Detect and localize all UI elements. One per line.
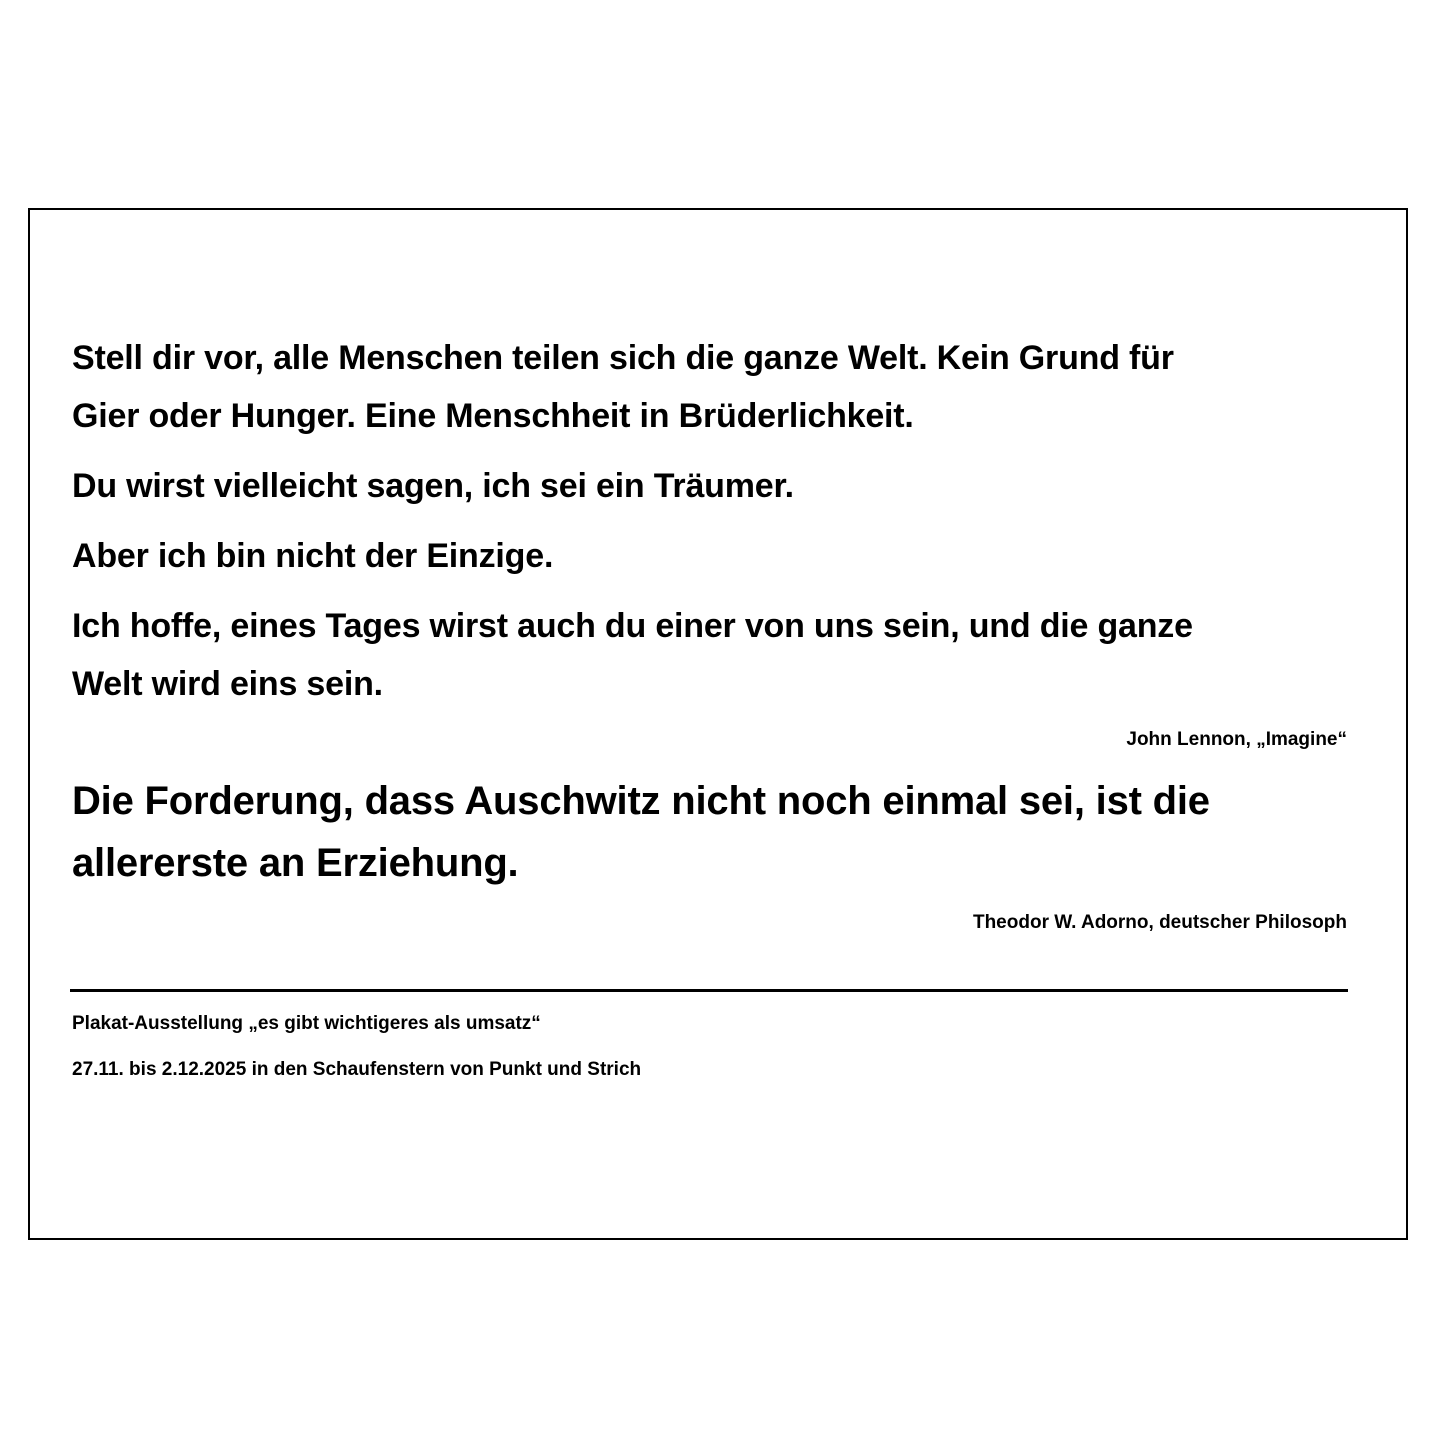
lennon-paragraph-3: Aber ich bin nicht der Einzige. (72, 537, 554, 575)
footer-divider (70, 989, 1348, 992)
exhibition-dates: 27.11. bis 2.12.2025 in den Schaufenstern von Punkt und Strich (72, 1059, 642, 1080)
poster-frame (28, 208, 1408, 1240)
adorno-quote (72, 770, 1210, 894)
lennon-paragraph-1-line-1: Stell dir vor, alle Menschen teilen sich die ganze Welt. Kein Grund für (72, 339, 1174, 377)
lennon-paragraph-2: Du wirst vielleicht sagen, ich sei ein Träumer. (72, 467, 794, 505)
lennon-attribution: John Lennon, „Imagine“ (1126, 729, 1347, 750)
lennon-paragraph-4-line-1: Ich hoffe, eines Tages wirst auch du einer von uns sein, und die ganze (72, 607, 1193, 645)
lennon-paragraph-4-line-2: Welt wird eins sein. (72, 665, 383, 703)
adorno-quote-line-1: Die Forderung, dass Auschwitz nicht noch einmal sei, ist die (72, 779, 1210, 823)
adorno-quote-line-2: allererste an Erziehung. (72, 841, 519, 885)
exhibition-title: Plakat-Ausstellung „es gibt wichtigeres als umsatz“ (72, 1013, 541, 1034)
lennon-paragraph-4 (72, 597, 1193, 713)
lennon-paragraph-1 (72, 329, 1174, 445)
adorno-attribution: Theodor W. Adorno, deutscher Philosoph (972, 912, 1347, 933)
lennon-paragraph-1-line-2: Gier oder Hunger. Eine Menschheit in Brüderlichkeit. (72, 397, 914, 435)
